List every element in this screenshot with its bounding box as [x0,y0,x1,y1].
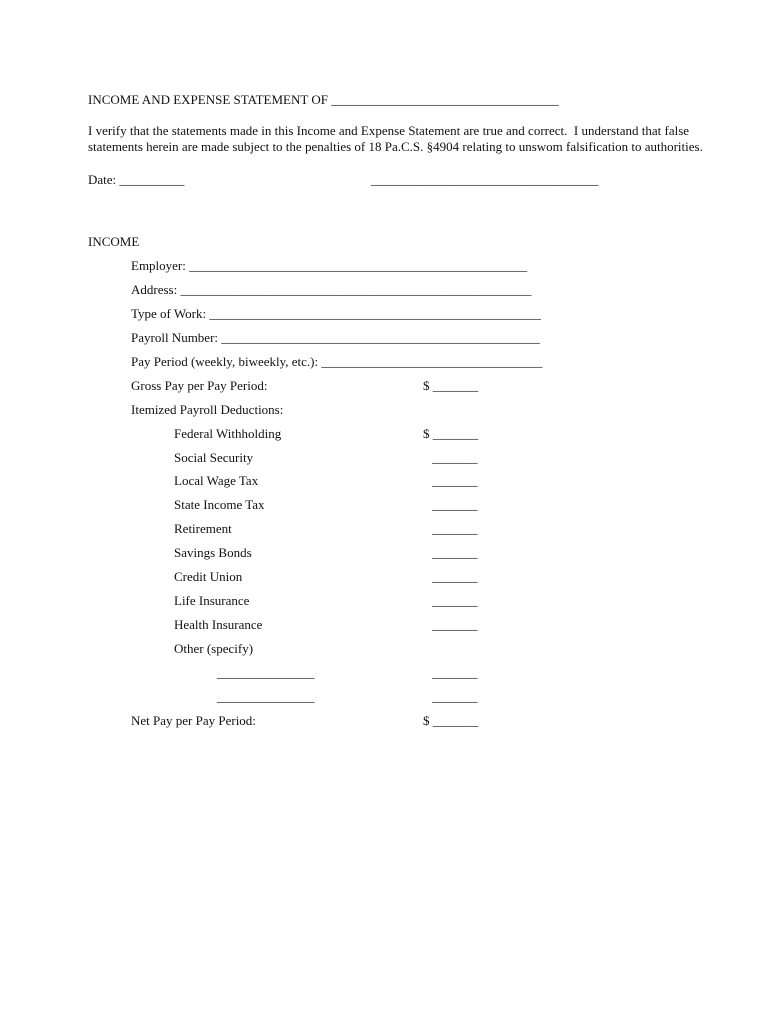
deduction-amount: _______ [432,545,478,560]
deduction-label: Federal Withholding [174,426,282,441]
deduction-amount: _______ [432,569,478,584]
signature-line: ___________________________________ [371,172,599,187]
other-deduction-line: _______________ [217,665,315,680]
deduction-label: Life Insurance [174,593,250,608]
verification-line-2: statements herein are made subject to the penalties of 18 Pa.C.S. §4904 relating to unswom falsification to authorities. [88,139,703,154]
net-pay-label: Net Pay per Pay Period: [131,713,256,728]
deduction-amount: _______ [432,617,478,632]
other-deduction-amount: _______ [432,665,478,680]
income-heading: INCOME [88,234,140,249]
deduction-amount: _______ [432,593,478,608]
deduction-label: Social Security [174,450,254,465]
deduction-label: Health Insurance [174,617,263,632]
gross-pay-label: Gross Pay per Pay Period: [131,378,268,393]
deduction-label: Local Wage Tax [174,473,259,488]
type-of-work-field: Type of Work: ___________________________________________________ [131,306,541,321]
gross-pay-amount: $ _______ [423,378,479,393]
deduction-label: Credit Union [174,569,243,584]
net-pay-amount: $ _______ [423,713,479,728]
deduction-label: State Income Tax [174,497,265,512]
deduction-amount: _______ [432,497,478,512]
other-deduction-line: _______________ [217,689,315,704]
payroll-number-field: Payroll Number: _________________________________________________ [131,330,540,345]
deductions-heading: Itemized Payroll Deductions: [131,402,284,417]
pay-period-field: Pay Period (weekly, biweekly, etc.): __________________________________ [131,354,543,369]
deduction-amount: _______ [432,521,478,536]
deduction-amount: $ _______ [423,426,479,441]
deduction-label: Savings Bonds [174,545,252,560]
other-deduction-amount: _______ [432,689,478,704]
address-field: Address: ______________________________________________________ [131,282,532,297]
deduction-label: Other (specify) [174,641,254,656]
verification-line-1: I verify that the statements made in this Income and Expense Statement are true and correct. I understand that false [88,123,690,138]
deduction-amount: _______ [432,473,478,488]
deduction-label: Retirement [174,521,232,536]
date-field: Date: __________ [88,172,185,187]
statement-title: INCOME AND EXPENSE STATEMENT OF ___________________________________ [88,92,559,107]
employer-field: Employer: ____________________________________________________ [131,258,528,273]
deduction-amount: _______ [432,450,478,465]
